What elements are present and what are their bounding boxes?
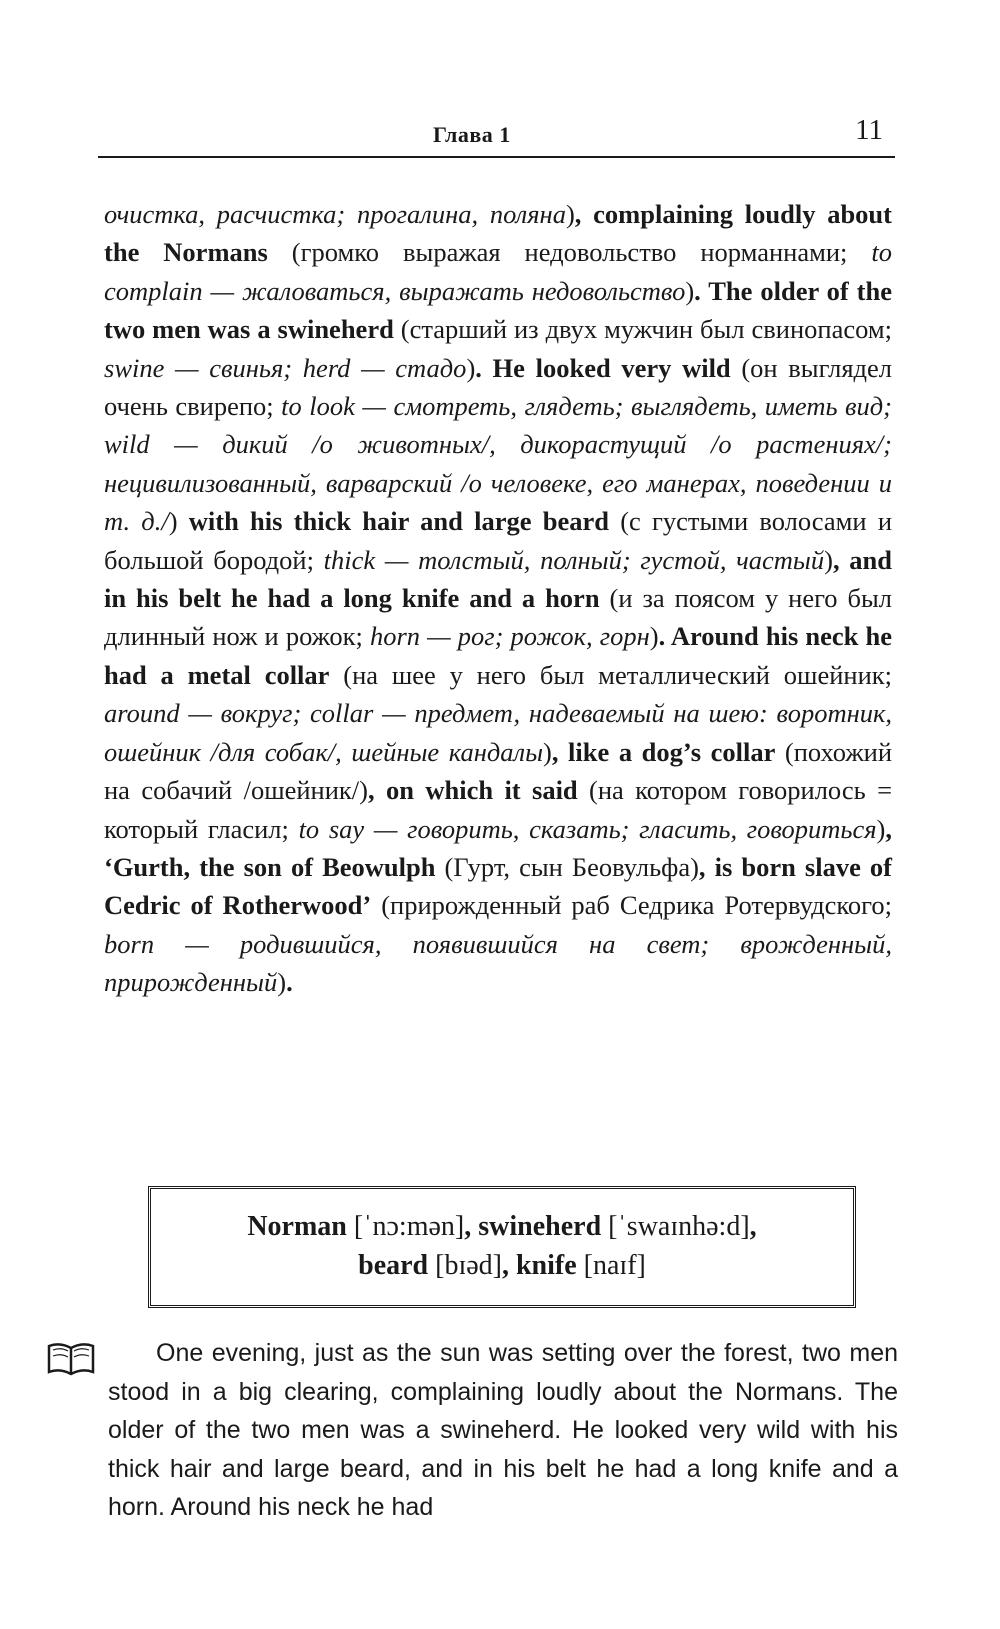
page-number: 11 <box>855 114 883 146</box>
plain-text: (громко выражая недовольство норманнами; <box>267 237 872 268</box>
italic-gloss: to look — смотреть, глядеть; выглядеть, иметь вид; wild — дикий /о животных/, дикорастущий /о растениях/; нецивилизованный, варварский /о человеке, его манерах, поведении и т. д./ <box>104 391 893 537</box>
plain-text: ) <box>543 736 552 767</box>
bold-phrase: with his thick hair and large beard <box>177 506 609 537</box>
plain-text: [naɪf] <box>576 1250 646 1281</box>
plain-text: ) <box>466 352 476 383</box>
plain-text: [ˈnɔ:mən] <box>346 1211 465 1242</box>
plain-text: ) <box>876 813 886 844</box>
plain-text: [ˈswaɪnhə:d] <box>601 1211 750 1242</box>
plain-text: (и за поясом у него был длинный нож и рожок; <box>104 583 892 652</box>
plain-text: (с густыми волосами и большой бородой; <box>104 506 892 575</box>
italic-gloss: thick — толстый, полный; густой, частый <box>323 544 825 575</box>
plain-text: (на шее у него был металлический ошейник; <box>329 659 892 690</box>
annotated-paragraph <box>104 195 892 1002</box>
plain-text: [bɪəd] <box>428 1250 502 1281</box>
plain-text: ) <box>824 544 833 575</box>
original-text-paragraph: One evening, just as the sun was setting over the forest, two men stood in a big clearing, complaining loudly about the Normans. The older of the two men was a swineherd. He looked very wild with his thick hair and large beard, and in his belt he had a long knife and a horn. Around his neck he had <box>108 1339 898 1522</box>
plain-text: (прирожденный раб Седрика Ротервудского; <box>371 890 892 921</box>
bold-phrase: , like a dog’s collar <box>551 736 776 767</box>
plain-text: ) <box>168 506 178 537</box>
italic-gloss: очистка, расчистка; прогалина, поляна <box>104 199 566 229</box>
bold-phrase: , <box>749 1211 757 1242</box>
plain-text: ) <box>649 621 659 652</box>
open-book-icon <box>46 1340 96 1378</box>
plain-text: (старший из двух мужчин был свинопасом; <box>393 314 892 345</box>
bold-phrase: , complaining loudly about the Normans <box>104 199 892 268</box>
plain-text: (на котором говорилось = который гласил; <box>104 775 893 844</box>
bold-phrase: . Around his neck he had a metal collar <box>104 621 893 690</box>
bold-phrase: , knife <box>501 1250 577 1281</box>
italic-gloss: to complain — жаловаться, выражать недовольство <box>104 237 892 306</box>
plain-text: (похожий на собачий /ошейник/) <box>104 736 892 806</box>
italic-gloss: to say — говорить, сказать; гласить, говориться <box>298 813 877 844</box>
page-header <box>98 106 895 158</box>
bold-phrase: . The older of the two men was a swineherd <box>104 275 892 345</box>
plain-text: ) <box>565 199 575 229</box>
bold-phrase: , swineherd <box>464 1211 602 1242</box>
italic-gloss: swine — свинья; herd — стадо <box>104 352 467 383</box>
plain-text: ) <box>277 967 287 998</box>
plain-text: (Гурт, сын Беовульфа) <box>435 851 699 882</box>
pronunciation-line-2 <box>151 1246 853 1285</box>
bold-phrase: . <box>286 967 293 998</box>
pronunciation-box <box>148 1186 856 1308</box>
bold-phrase: . He looked very wild <box>475 352 731 383</box>
italic-gloss: born — родившийся, появившийся на свет; врожденный, прирожденный <box>104 928 892 998</box>
italic-gloss: horn — рог; рожок, горн <box>369 621 650 652</box>
plain-text: ) <box>685 275 695 306</box>
bold-phrase: , and in his belt he had a long knife and a horn <box>104 544 892 614</box>
chapter-title: Глава 1 <box>433 122 511 147</box>
bold-phrase: , on which it said <box>367 775 578 806</box>
bold-phrase: , is born slave of Cedric of Rotherwood’ <box>104 851 892 921</box>
bold-phrase: beard <box>358 1250 429 1281</box>
plain-text: (он выглядел очень свирепо; <box>104 352 893 422</box>
bold-phrase: Norman <box>247 1211 347 1242</box>
pronunciation-line-1 <box>151 1207 853 1246</box>
italic-gloss: around — вокруг; collar — предмет, надеваемый на шею: воротник, ошейник /для собак/, шейные кандалы <box>104 698 892 767</box>
bold-phrase: , ‘Gurth, the son of Beowulph <box>104 813 892 882</box>
